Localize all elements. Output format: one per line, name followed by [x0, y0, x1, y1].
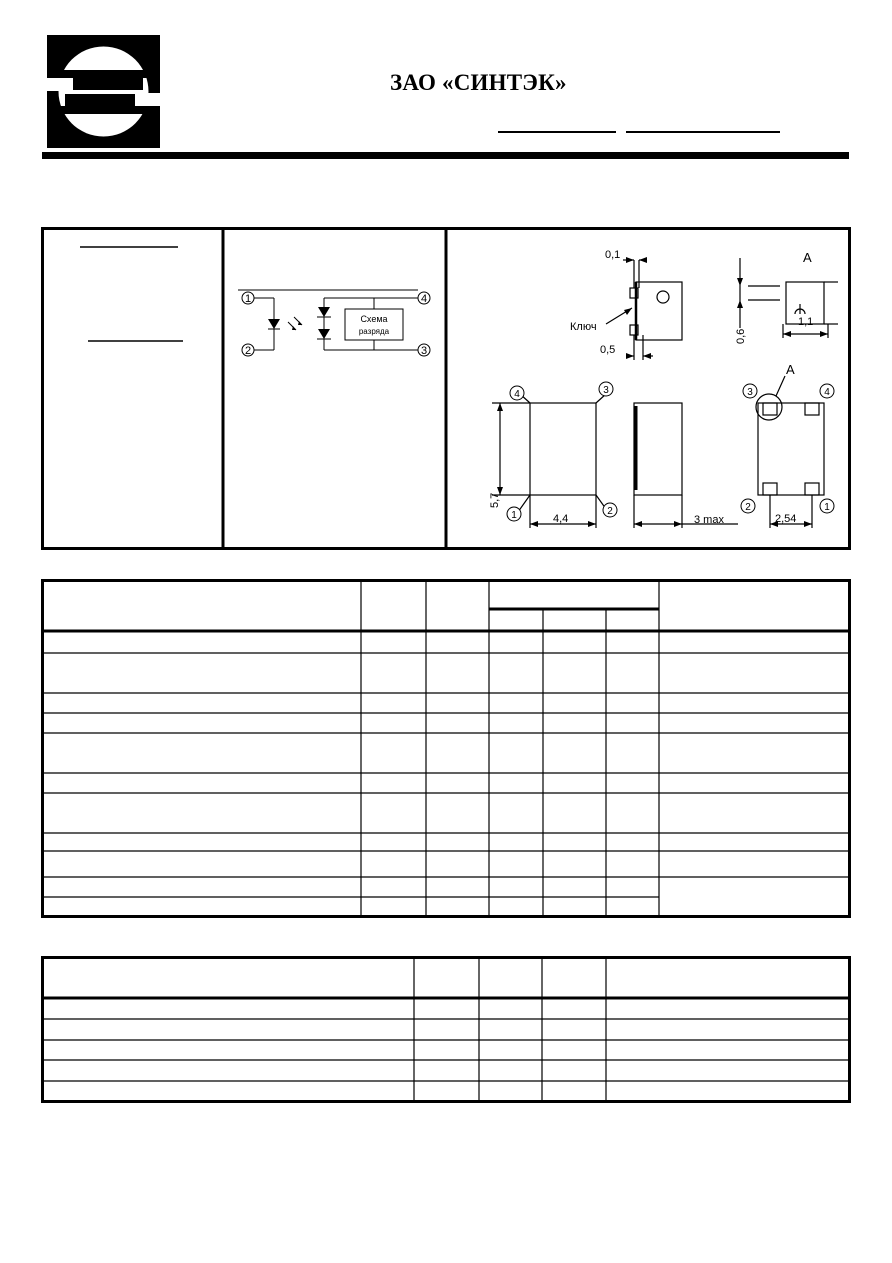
logo	[47, 35, 160, 148]
photodiode-upper-icon	[318, 307, 330, 317]
front-pin-4: 4	[514, 389, 520, 400]
view-a-label-bottom: A	[786, 362, 795, 377]
logo-emblem-icon	[47, 35, 160, 148]
parameters-table	[41, 579, 851, 918]
front-pin-1: 1	[511, 510, 517, 521]
limits-table	[41, 956, 851, 1103]
photodiode-lower-icon	[318, 329, 330, 339]
dim-0-1: 0,1	[605, 249, 621, 261]
dim-5-7: 5,7	[489, 492, 501, 508]
limits-table-grid	[41, 956, 851, 1103]
circuit-pin-2: 2	[244, 345, 252, 357]
led-icon	[268, 319, 280, 329]
bottom-pin-3: 3	[747, 387, 753, 398]
discharge-box-line2: разряда	[358, 327, 390, 336]
dim-0-5: 0,5	[600, 344, 616, 356]
info-block	[41, 227, 851, 550]
bottom-pin-4: 4	[824, 387, 830, 398]
doc-code-line-1	[498, 131, 616, 133]
key-label: Ключ	[570, 321, 597, 333]
bottom-pin-1: 1	[824, 502, 830, 513]
dim-0-6: 0,6	[735, 328, 747, 344]
bottom-pin-2: 2	[745, 502, 751, 513]
package-drawing	[448, 228, 851, 548]
dim-4-4: 4,4	[553, 513, 569, 525]
circuit-pin-1: 1	[244, 293, 252, 305]
dim-2-54: 2,54	[775, 513, 797, 525]
circuit-pin-4: 4	[420, 293, 428, 305]
view-a-label-top: A	[803, 250, 812, 265]
company-name: ЗАО «СИНТЭК»	[390, 70, 567, 95]
dim-1-1: 1,1	[798, 316, 814, 328]
circuit-diagram	[224, 267, 447, 407]
circuit-pin-3: 3	[420, 345, 428, 357]
dim-3-max: 3 max	[694, 514, 724, 526]
front-pin-2: 2	[607, 506, 613, 517]
front-pin-3: 3	[603, 385, 609, 396]
parameters-table-grid	[41, 579, 851, 918]
header-rule	[42, 152, 849, 159]
discharge-box-line1: Схема	[360, 314, 388, 324]
doc-code-line-2	[626, 131, 780, 133]
